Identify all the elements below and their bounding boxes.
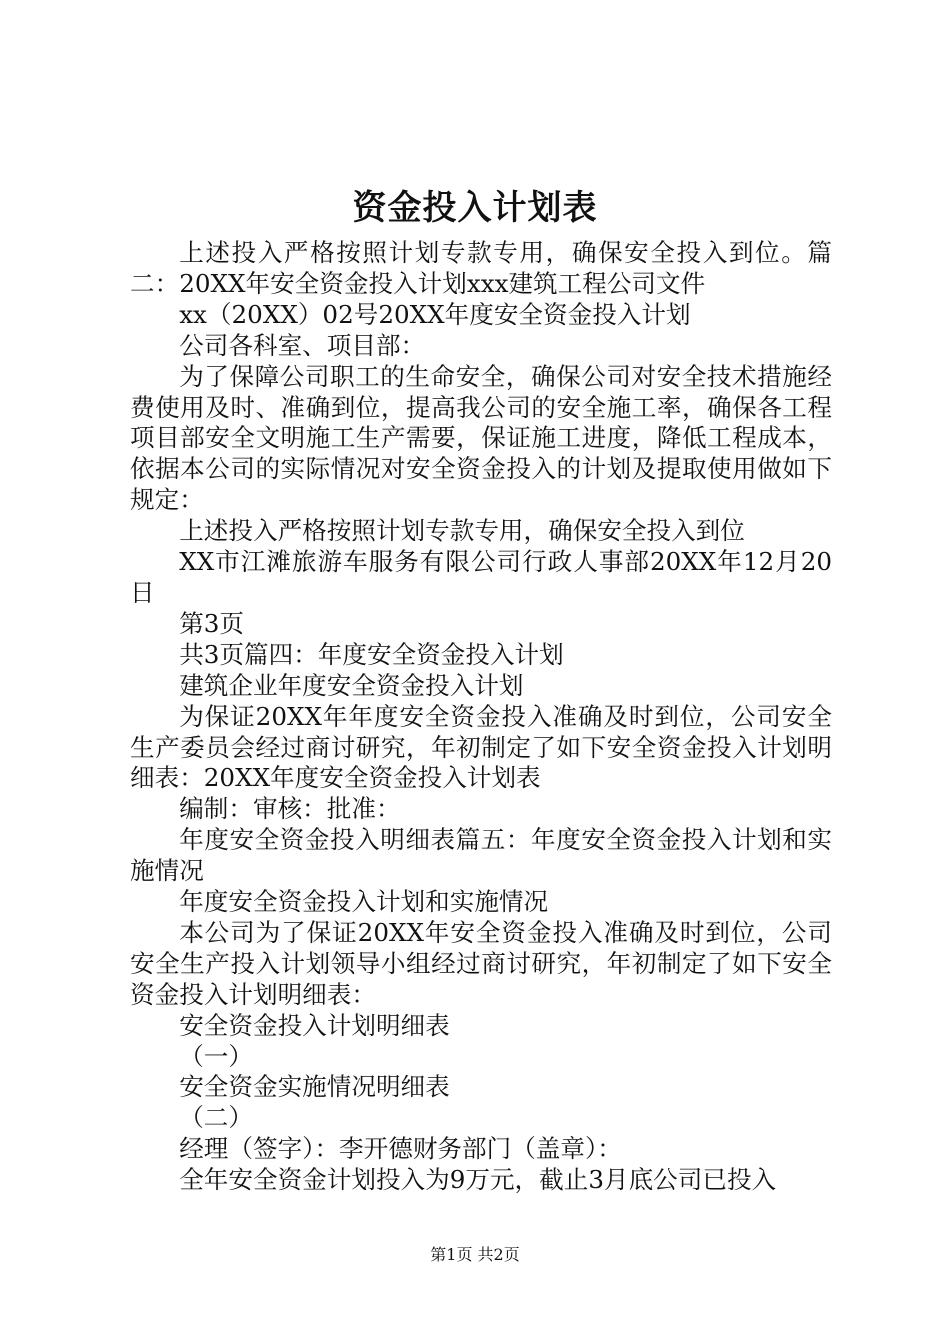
paragraph: 本公司为了保证20XX年安全资金投入准确及时到位，公司安全生产投入计划领导小组经过商讨研究，年初制定了如下安全资金投入计划明细表：: [130, 917, 832, 1009]
paragraph: 为保证20XX年年度安全资金投入准确及时到位，公司安全生产委员会经过商讨研究，年初制定了如下安全资金投入计划明细表：20XX年度安全资金投入计划表: [130, 701, 832, 793]
paragraph: 年度安全资金投入计划和实施情况: [179, 887, 549, 917]
paragraph: 上述投入严格按照计划专款专用，确保安全投入到位。篇二：20XX年安全资金投入计划xxx建筑工程公司文件: [130, 238, 832, 298]
paragraph: 建筑企业年度安全资金投入计划: [179, 670, 524, 700]
paragraph: 公司各科室、项目部：: [179, 330, 426, 360]
document-title: 资金投入计划表: [352, 188, 598, 228]
paragraph: XX市江滩旅游车服务有限公司行政人事部20XX年12月20日: [130, 547, 832, 607]
page-footer: 第1页 共2页: [430, 1245, 520, 1264]
paragraph: 安全资金投入计划明细表: [179, 1010, 450, 1040]
paragraph: 全年安全资金计划投入为9万元，截止3月底公司已投入: [179, 1165, 777, 1195]
paragraph: xx（20XX）02号20XX年度安全资金投入计划: [179, 299, 691, 329]
paragraph: 年度安全资金投入明细表篇五：年度安全资金投入计划和实施情况: [130, 825, 832, 886]
paragraph: 共3页篇四：年度安全资金投入计划: [179, 639, 564, 669]
document-body: [130, 238, 832, 1196]
paragraph: 编制：审核：批准：: [179, 794, 401, 824]
paragraph: 为了保障公司职工的生命安全，确保公司对安全技术措施经费使用及时、准确到位，提高我公司的安全施工率，确保各工程项目部安全文明施工生产需要，保证施工进度，降低工程成本，依据本公司的实际情况对安全资金投入的计划及提取使用做如下规定：: [130, 361, 832, 515]
paragraph: （一）: [179, 1041, 253, 1071]
paragraph: 安全资金实施情况明细表: [179, 1072, 450, 1102]
paragraph: （二）: [179, 1103, 253, 1133]
paragraph: 第3页: [179, 608, 245, 638]
paragraph: 上述投入严格按照计划专款专用，确保安全投入到位: [179, 516, 745, 546]
paragraph: 经理（签字）：李开德财务部门（盖章）：: [179, 1134, 622, 1164]
